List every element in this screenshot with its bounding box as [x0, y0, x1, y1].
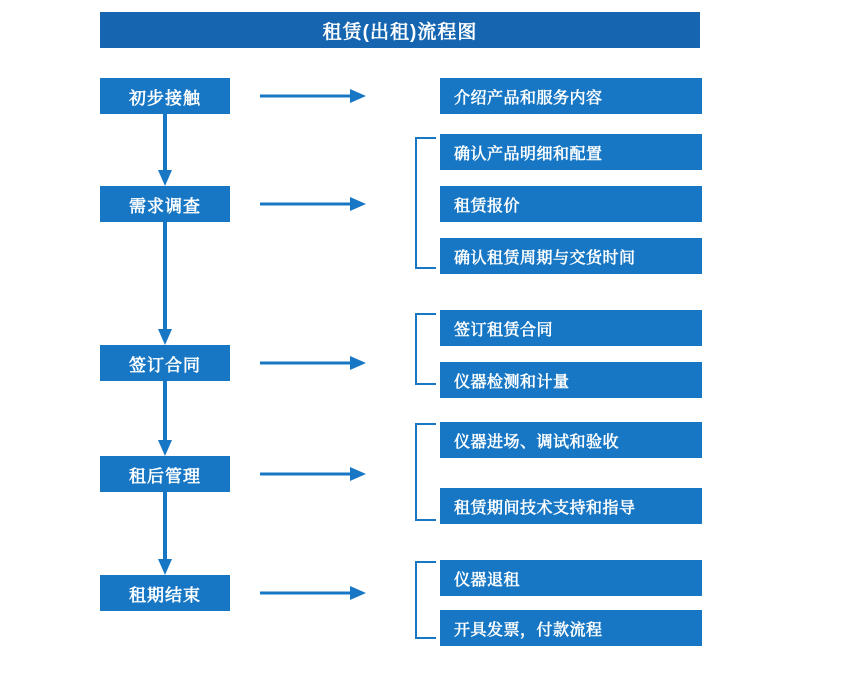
horizontal-arrow-5 [260, 583, 366, 603]
vertical-arrow-2-3 [157, 222, 177, 345]
stage-box-5[interactable]: 租期结束 [100, 575, 230, 611]
detail-box-4[interactable]: 确认租赁周期与交货时间 [440, 238, 702, 274]
bracket-group-3 [414, 313, 436, 385]
horizontal-arrow-1 [260, 86, 366, 106]
detail-box-7[interactable]: 仪器进场、调试和验收 [440, 422, 702, 458]
detail-box-6[interactable]: 仪器检测和计量 [440, 362, 702, 398]
vertical-arrow-3-4 [157, 381, 177, 456]
detail-box-3[interactable]: 租赁报价 [440, 186, 702, 222]
detail-box-5[interactable]: 签订租赁合同 [440, 310, 702, 346]
stage-box-1[interactable]: 初步接触 [100, 78, 230, 114]
detail-box-10[interactable]: 开具发票，付款流程 [440, 610, 702, 646]
vertical-arrow-4-5 [157, 492, 177, 575]
bracket-group-4 [414, 423, 436, 521]
vertical-arrow-1-2 [157, 114, 177, 186]
detail-box-1[interactable]: 介绍产品和服务内容 [440, 78, 702, 114]
detail-box-8[interactable]: 租赁期间技术支持和指导 [440, 488, 702, 524]
bracket-group-2 [414, 137, 436, 269]
detail-box-9[interactable]: 仪器退租 [440, 560, 702, 596]
detail-box-2[interactable]: 确认产品明细和配置 [440, 134, 702, 170]
stage-box-4[interactable]: 租后管理 [100, 456, 230, 492]
diagram-title: 租赁(出租)流程图 [100, 12, 700, 48]
horizontal-arrow-3 [260, 353, 366, 373]
horizontal-arrow-4 [260, 464, 366, 484]
stage-box-2[interactable]: 需求调查 [100, 186, 230, 222]
bracket-group-5 [414, 561, 436, 639]
horizontal-arrow-2 [260, 194, 366, 214]
stage-box-3[interactable]: 签订合同 [100, 345, 230, 381]
